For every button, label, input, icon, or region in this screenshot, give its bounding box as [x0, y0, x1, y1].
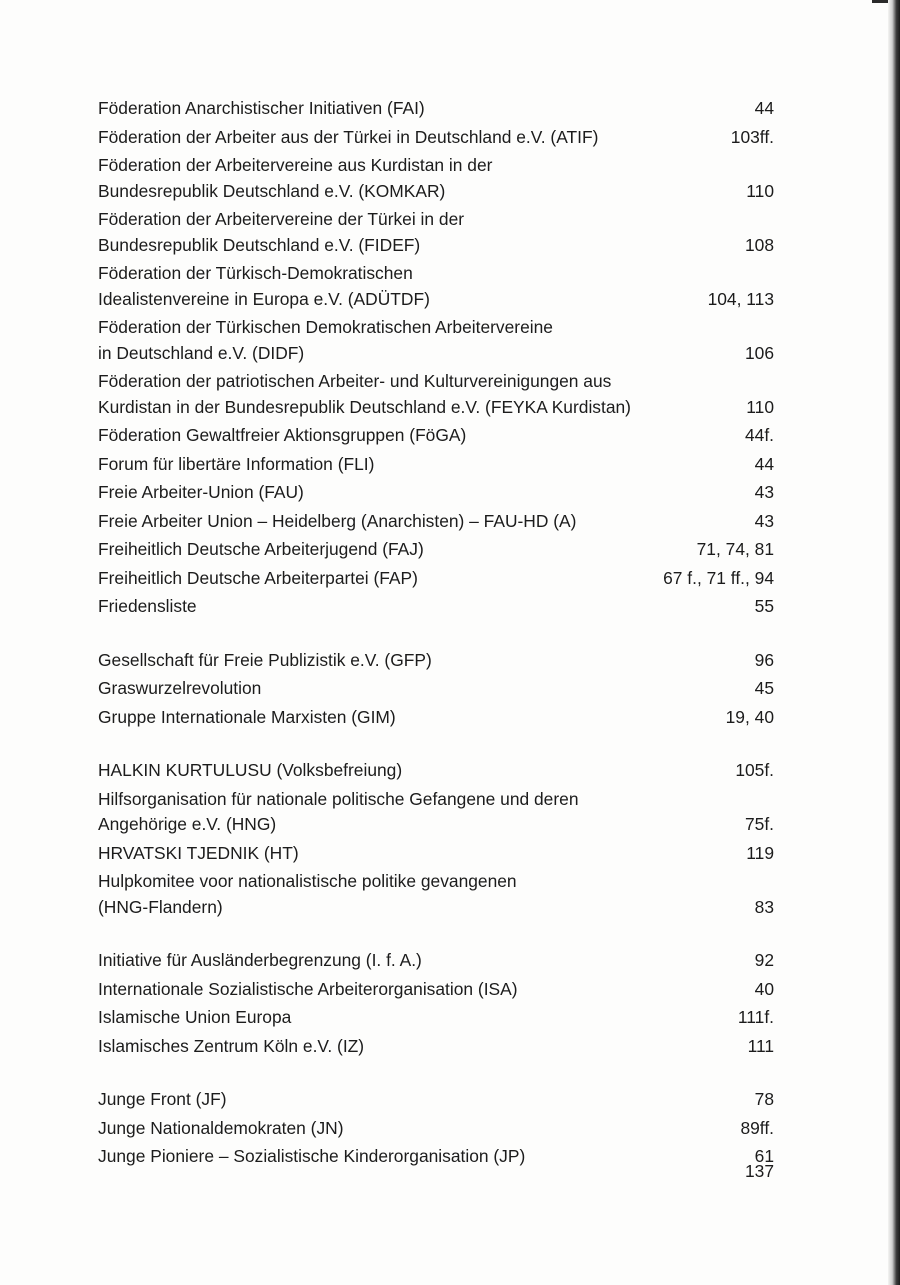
index-page-refs: 44: [754, 98, 774, 118]
index-term: [98, 153, 708, 204]
index-term: [98, 509, 708, 535]
index-term-line: Initiative für Ausländerbegrenzung (I. f. A.): [98, 950, 422, 970]
index-term-line: Föderation Anarchistischer Initiativen (FAI): [98, 98, 425, 118]
index-term-line: Islamische Union Europa: [98, 1007, 292, 1027]
index-term: [98, 369, 708, 420]
index-page-refs: 83: [754, 896, 774, 917]
index-page-refs: 44f.: [744, 425, 774, 445]
group-separator: [98, 623, 774, 648]
index-term-line: Junge Nationaldemokraten (JN): [98, 1117, 344, 1138]
page-corner-mark: [872, 0, 888, 3]
index-term: [98, 452, 708, 478]
index-term: [98, 1116, 708, 1142]
index-term: [98, 537, 681, 563]
index-page-refs: 108: [744, 234, 774, 255]
index-term: [98, 566, 647, 592]
index-term-line: Föderation der Arbeiter aus der Türkei in Deutschland e.V. (ATIF): [98, 126, 599, 147]
index-term: [98, 125, 708, 151]
index-term: [98, 96, 708, 122]
index-term: [98, 594, 708, 620]
index-entry: [98, 1034, 774, 1060]
index-term: [98, 207, 708, 258]
index-term-line: HALKIN KURTULUSU (Volksbefreiung): [98, 760, 403, 780]
index-page-refs: 67 f., 71 ff., 94: [663, 567, 774, 588]
index-page-refs: 78: [754, 1089, 774, 1109]
group-separator: [98, 1062, 774, 1087]
index-entry: [98, 566, 774, 592]
index-term: [98, 758, 708, 784]
index-entry: [98, 509, 774, 535]
index-term-line: Föderation der Arbeitervereine der Türkei in der: [98, 209, 465, 229]
index-term: [98, 1087, 708, 1113]
index-page-refs: 104, 113: [707, 288, 774, 309]
index-term: [98, 261, 692, 312]
index-page-refs: 110: [746, 180, 774, 201]
index-page-refs: 105f.: [735, 760, 774, 780]
index-page-refs: 110: [746, 396, 774, 417]
index-term: [98, 648, 708, 674]
index-entry: [98, 1087, 774, 1113]
index-term: [98, 977, 708, 1003]
index-term: [98, 315, 708, 366]
index-term-line: Friedensliste: [98, 596, 197, 616]
index-entry: [98, 369, 774, 420]
index-entry: [98, 758, 774, 784]
index-entry: [98, 315, 774, 366]
index-entry: [98, 96, 774, 122]
group-separator: [98, 923, 774, 948]
index-term-line: Junge Pioniere – Sozialistische Kinderorganisation (JP): [98, 1146, 526, 1166]
index-term-line: Hulpkomitee voor nationalistische politike gevangenen: [98, 871, 517, 891]
index-term: [98, 676, 708, 702]
index-list: [98, 96, 774, 1173]
index-term: [98, 480, 708, 506]
index-term-line: Angehörige e.V. (HNG): [98, 814, 277, 834]
index-term-line: Graswurzelrevolution: [98, 678, 262, 698]
index-entry: [98, 705, 774, 731]
index-entry: [98, 1116, 774, 1142]
index-page-refs: 119: [746, 842, 774, 863]
index-page-refs: 89ff.: [740, 1117, 774, 1138]
index-term-line: Islamisches Zentrum Köln e.V. (IZ): [98, 1035, 365, 1056]
index-page-refs: 61: [754, 1146, 774, 1166]
index-entry: [98, 153, 774, 204]
index-entry: [98, 1144, 774, 1170]
index-term: [98, 1005, 708, 1031]
index-entry: [98, 207, 774, 258]
index-term-line: (HNG-Flandern): [98, 896, 223, 917]
index-term: [98, 705, 708, 731]
index-entry: [98, 648, 774, 674]
index-term-line: Bundesrepublik Deutschland e.V. (KOMKAR): [98, 180, 446, 201]
index-page-refs: 96: [754, 649, 774, 670]
index-term-line: Internationale Sozialistische Arbeiterorganisation (ISA): [98, 978, 518, 999]
page-edge-shadow: [888, 0, 900, 1285]
index-term-line: Kurdistan in der Bundesrepublik Deutschland e.V. (FEYKA Kurdistan): [98, 396, 631, 417]
index-entry: [98, 594, 774, 620]
index-term-line: Freiheitlich Deutsche Arbeiterjugend (FAJ): [98, 539, 424, 559]
index-term-line: Föderation der Türkischen Demokratischen Arbeitervereine: [98, 317, 553, 337]
index-page-refs: 111f.: [737, 1007, 774, 1027]
index-term-line: Bundesrepublik Deutschland e.V. (FIDEF): [98, 234, 421, 255]
index-term-line: Föderation der Türkisch-Demokratischen: [98, 263, 413, 283]
index-term: [98, 841, 708, 867]
index-entry: [98, 452, 774, 478]
index-term: [98, 869, 708, 920]
index-term-line: Idealistenvereine in Europa e.V. (ADÜTDF): [98, 288, 430, 309]
index-page-refs: 71, 74, 81: [696, 539, 774, 559]
index-entry: [98, 125, 774, 151]
index-term-line: Föderation der patriotischen Arbeiter- und Kulturvereinigungen aus: [98, 371, 612, 391]
index-term-line: Föderation Gewaltfreier Aktionsgruppen (FöGA): [98, 425, 467, 445]
index-page-refs: 19, 40: [725, 706, 774, 727]
index-entry: [98, 1005, 774, 1031]
index-term-line: Gruppe Internationale Marxisten (GIM): [98, 706, 396, 727]
index-entry: [98, 787, 774, 838]
index-page-refs: 40: [754, 978, 774, 999]
index-page-refs: 103ff.: [730, 126, 774, 147]
index-term-line: Föderation der Arbeitervereine aus Kurdistan in der: [98, 155, 493, 175]
index-page-refs: 44: [754, 453, 774, 474]
index-term-line: HRVATSKI TJEDNIK (HT): [98, 842, 299, 863]
index-page-refs: 55: [754, 596, 774, 616]
index-entry: [98, 537, 774, 563]
index-term-line: Gesellschaft für Freie Publizistik e.V. (GFP): [98, 649, 432, 670]
index-term: [98, 787, 708, 838]
index-page-refs: 43: [754, 482, 774, 502]
index-entry: [98, 977, 774, 1003]
index-term-line: Freie Arbeiter-Union (FAU): [98, 482, 304, 502]
group-separator: [98, 733, 774, 758]
index-term: [98, 1144, 708, 1170]
index-entry: [98, 869, 774, 920]
index-term: [98, 948, 708, 974]
index-entry: [98, 423, 774, 449]
index-page-refs: 45: [754, 678, 774, 698]
index-entry: [98, 841, 774, 867]
index-page-refs: 43: [754, 510, 774, 531]
page-number: 137: [744, 1161, 774, 1181]
index-entry: [98, 676, 774, 702]
index-entry: [98, 480, 774, 506]
index-entry: [98, 948, 774, 974]
index-term-line: Freie Arbeiter Union – Heidelberg (Anarchisten) – FAU-HD (A): [98, 510, 577, 531]
index-term-line: in Deutschland e.V. (DIDF): [98, 342, 305, 363]
index-term-line: Junge Front (JF): [98, 1089, 227, 1109]
index-page-refs: 92: [754, 950, 774, 970]
index-page-refs: 106: [744, 342, 774, 363]
index-term: [98, 1034, 708, 1060]
index-term-line: Forum für libertäre Information (FLI): [98, 453, 375, 474]
index-page-refs: 75f.: [744, 814, 774, 834]
index-term-line: Hilfsorganisation für nationale politische Gefangene und deren: [98, 788, 579, 809]
index-term-line: Freiheitlich Deutsche Arbeiterpartei (FAP): [98, 567, 418, 588]
index-entry: [98, 261, 774, 312]
index-page-refs: 111: [747, 1035, 774, 1056]
index-term: [98, 423, 708, 449]
